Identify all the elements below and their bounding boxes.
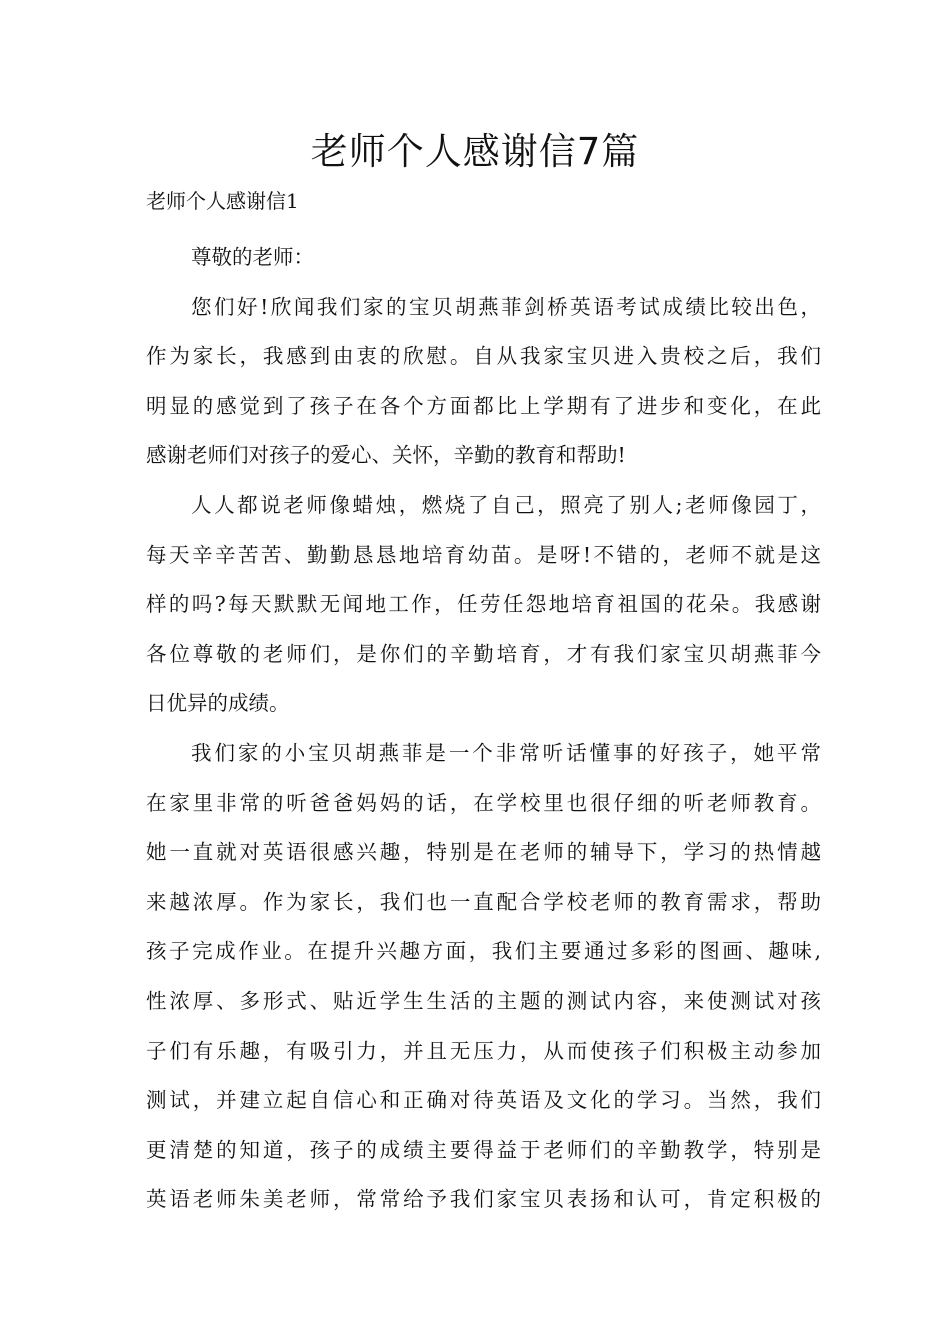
paragraph-3 xyxy=(146,729,821,1225)
paragraph-line: 孩子完成作业。在提升兴趣方面，我们主要通过多彩的图画、趣味, xyxy=(146,939,821,964)
paragraph-line: 她一直就对英语很感兴趣，特别是在老师的辅导下，学习的热情越 xyxy=(146,840,821,865)
paragraph-line: 人人都说老师像蜡烛，燃烧了自己，照亮了别人;老师像园丁， xyxy=(191,492,821,517)
paragraph-line: 各位尊敬的老师们，是你们的辛勤培育，才有我们家宝贝胡燕菲今 xyxy=(146,641,821,666)
letter-body xyxy=(146,233,821,1225)
paragraph-line: 我们家的小宝贝胡燕菲是一个非常听话懂事的好孩子，她平常 xyxy=(191,740,821,765)
paragraph-1 xyxy=(146,283,821,481)
paragraph-line: 样的吗?每天默默无闻地工作，任劳任怨地培育祖国的花朵。我感谢 xyxy=(146,592,821,617)
salutation: 尊敬的老师： xyxy=(191,245,314,269)
paragraph-line: 子们有乐趣，有吸引力，并且无压力，从而使孩子们积极主动参加 xyxy=(146,1038,821,1063)
paragraph-line: 测试，并建立起自信心和正确对待英语及文化的学习。当然，我们 xyxy=(146,1088,821,1113)
document-title: 老师个人感谢信7篇 xyxy=(310,130,640,173)
section-heading: 老师个人感谢信1 xyxy=(146,189,299,213)
paragraph-line: 您们好!欣闻我们家的宝贝胡燕菲剑桥英语考试成绩比较出色， xyxy=(191,294,821,319)
paragraph-line: 每天辛辛苦苦、勤勤恳恳地培育幼苗。是呀!不错的，老师不就是这 xyxy=(146,542,821,567)
paragraph-line: 感谢老师们对孩子的爱心、关怀，辛勤的教育和帮助! xyxy=(146,443,626,468)
paragraph-line: 更清楚的知道，孩子的成绩主要得益于老师们的辛勤教学，特别是 xyxy=(146,1137,821,1162)
paragraph-line: 性浓厚、多形式、贴近学生生活的主题的测试内容，来使测试对孩 xyxy=(146,988,821,1013)
paragraph-line: 作为家长，我感到由衷的欣慰。自从我家宝贝进入贵校之后，我们 xyxy=(146,344,821,369)
paragraph-line: 在家里非常的听爸爸妈妈的话，在学校里也很仔细的听老师教育。 xyxy=(146,790,821,815)
paragraph-line: 来越浓厚。作为家长，我们也一直配合学校老师的教育需求，帮助 xyxy=(146,889,821,914)
paragraph-line: 英语老师朱美老师，常常给予我们家宝贝表扬和认可，肯定积极的 xyxy=(146,1187,821,1212)
paragraph-2 xyxy=(146,481,821,729)
paragraph-line: 明显的感觉到了孩子在各个方面都比上学期有了进步和变化，在此 xyxy=(146,393,821,418)
paragraph-line: 日优异的成绩。 xyxy=(146,691,290,716)
